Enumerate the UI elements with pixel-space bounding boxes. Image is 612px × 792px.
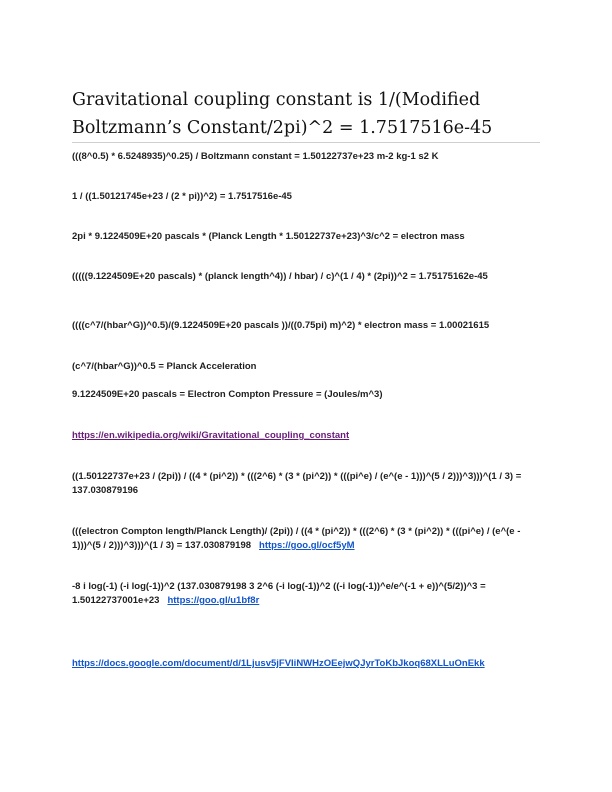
formula-line-10 bbox=[72, 580, 542, 608]
wikipedia-link[interactable]: https://en.wikipedia.org/wiki/Gravitational_coupling_constant bbox=[72, 430, 350, 441]
formula-line-9 bbox=[72, 525, 542, 553]
docs-link-line bbox=[72, 657, 542, 671]
formula-line-2: 1 / ((1.50121745e+23 / (2 * pi))^2) = 1.7517516e-45 bbox=[72, 191, 292, 202]
google-docs-link[interactable]: https://docs.google.com/document/d/1Ljusv5jFVIiNWHzOEejwQJyrToKbJkoq68XLLuOnEkk bbox=[72, 658, 485, 669]
wiki-link-line bbox=[72, 429, 542, 443]
goo-link-u1bf8r[interactable]: https://goo.gl/u1bf8r bbox=[167, 595, 260, 606]
formula-line-4: (((((9.1224509E+20 pascals) * (planck length^4)) / hbar) / c)^(1 / 4) * (2pi))^2 = 1.75175162e-45 bbox=[72, 271, 488, 282]
formula-line-7: 9.1224509E+20 pascals = Electron Compton Pressure = (Joules/m^3) bbox=[72, 389, 383, 400]
title-divider bbox=[72, 142, 540, 143]
formula-line-3: 2pi * 9.1224509E+20 pascals * (Planck Length * 1.50122737e+23)^3/c^2 = electron mass bbox=[72, 231, 465, 242]
formula-line-8: ((1.50122737e+23 / (2pi)) / ((4 * (pi^2)) * (((2^6) * (3 * (pi^2)) * (((pi^e) / (e^(e - 1)))^(5 / 2)))^3)))^(1 / 3) = 137.030879196 bbox=[72, 471, 522, 496]
formula-line-6: (c^7/(hbar^G))^0.5 = Planck Acceleration bbox=[72, 361, 257, 372]
goo-link-ocf5ym[interactable]: https://goo.gl/ocf5yM bbox=[259, 540, 355, 551]
formula-text-9: (((electron Compton length/Planck Length)/ (2pi)) / ((4 * (pi^2)) * (((2^6) * (3 * (pi^2)) * (((pi^e) / (e^(e - 1)))^(5 / 2)))^3)))^(1 / 3) = 137.030879198 bbox=[72, 526, 521, 551]
formula-line-1: (((8^0.5) * 6.5248935)^0.25) / Boltzmann constant = 1.50122737e+23 m-2 kg-1 s2 K bbox=[72, 151, 439, 162]
formula-line-5: ((((c^7/(hbar^G))^0.5)/(9.1224509E+20 pascals ))/((0.75pi) m)^2) * electron mass = 1.00021615 bbox=[72, 320, 490, 331]
formula-text-10: -8 i log(-1) (-i log(-1))^2 (137.030879198 3 2^6 (-i log(-1))^2 ((-i log(-1))^e/e^(-1 + e))^(5/2))^3 = 1.50122737001e+23 bbox=[72, 581, 486, 606]
document-title: Gravitational coupling constant is 1/(Modified Boltzmann’s Constant/2pi)^2 = 1.7517516e-45 bbox=[72, 90, 493, 138]
